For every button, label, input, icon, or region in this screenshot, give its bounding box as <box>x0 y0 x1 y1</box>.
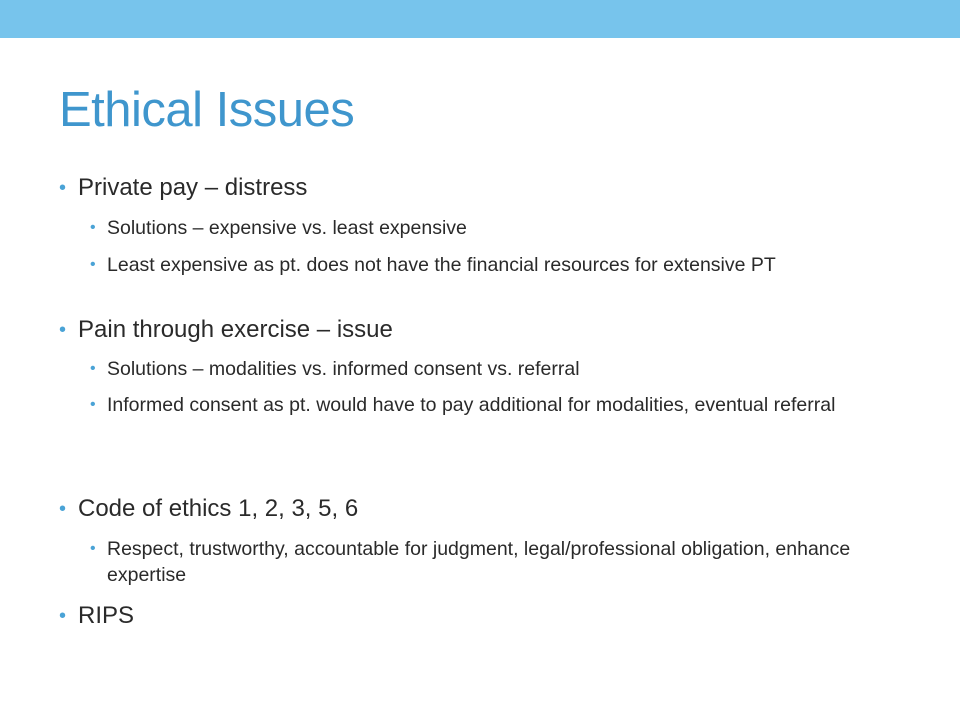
bullet-dot-icon: • <box>59 605 67 627</box>
bullet-text: Respect, trustworthy, accountable for judgment, legal/professional obligation, enhance expertise <box>107 538 851 586</box>
bullet-pain-exercise <box>59 316 393 344</box>
bullet-dot-icon: • <box>90 396 96 413</box>
bullet-text: Code of ethics 1, 2, 3, 5, 6 <box>78 495 359 522</box>
bullet-text: Solutions – modalities vs. informed consent vs. referral <box>107 358 580 380</box>
bullet-text: Pain through exercise – issue <box>78 316 393 343</box>
bullet-dot-icon: • <box>59 319 67 341</box>
bullet-text: Solutions – expensive vs. least expensive <box>107 217 467 239</box>
bullet-dot-icon: • <box>59 498 67 520</box>
bullet-text: Private pay – distress <box>78 174 308 201</box>
sub-bullet-solutions-expense <box>90 215 907 241</box>
sub-bullet-solutions-modalities <box>90 356 907 382</box>
bullet-dot-icon: • <box>90 219 96 236</box>
bullet-text: Informed consent as pt. would have to pay additional for modalities, eventual referral <box>107 394 836 416</box>
bullet-rips <box>59 602 135 630</box>
sub-bullet-informed-consent <box>90 392 907 418</box>
bullet-dot-icon: • <box>90 360 96 377</box>
sub-bullet-least-expensive <box>90 252 907 278</box>
bullet-private-pay <box>59 174 308 202</box>
bullet-text: Least expensive as pt. does not have the financial resources for extensive PT <box>107 254 776 276</box>
bullet-dot-icon: • <box>90 256 96 273</box>
sub-bullet-respect <box>90 536 907 588</box>
bullet-dot-icon: • <box>59 177 67 199</box>
bullet-text: RIPS <box>78 602 135 629</box>
bullet-dot-icon: • <box>90 540 96 557</box>
slide-title: Ethical Issues <box>59 83 355 137</box>
bullet-code-of-ethics <box>59 495 359 523</box>
